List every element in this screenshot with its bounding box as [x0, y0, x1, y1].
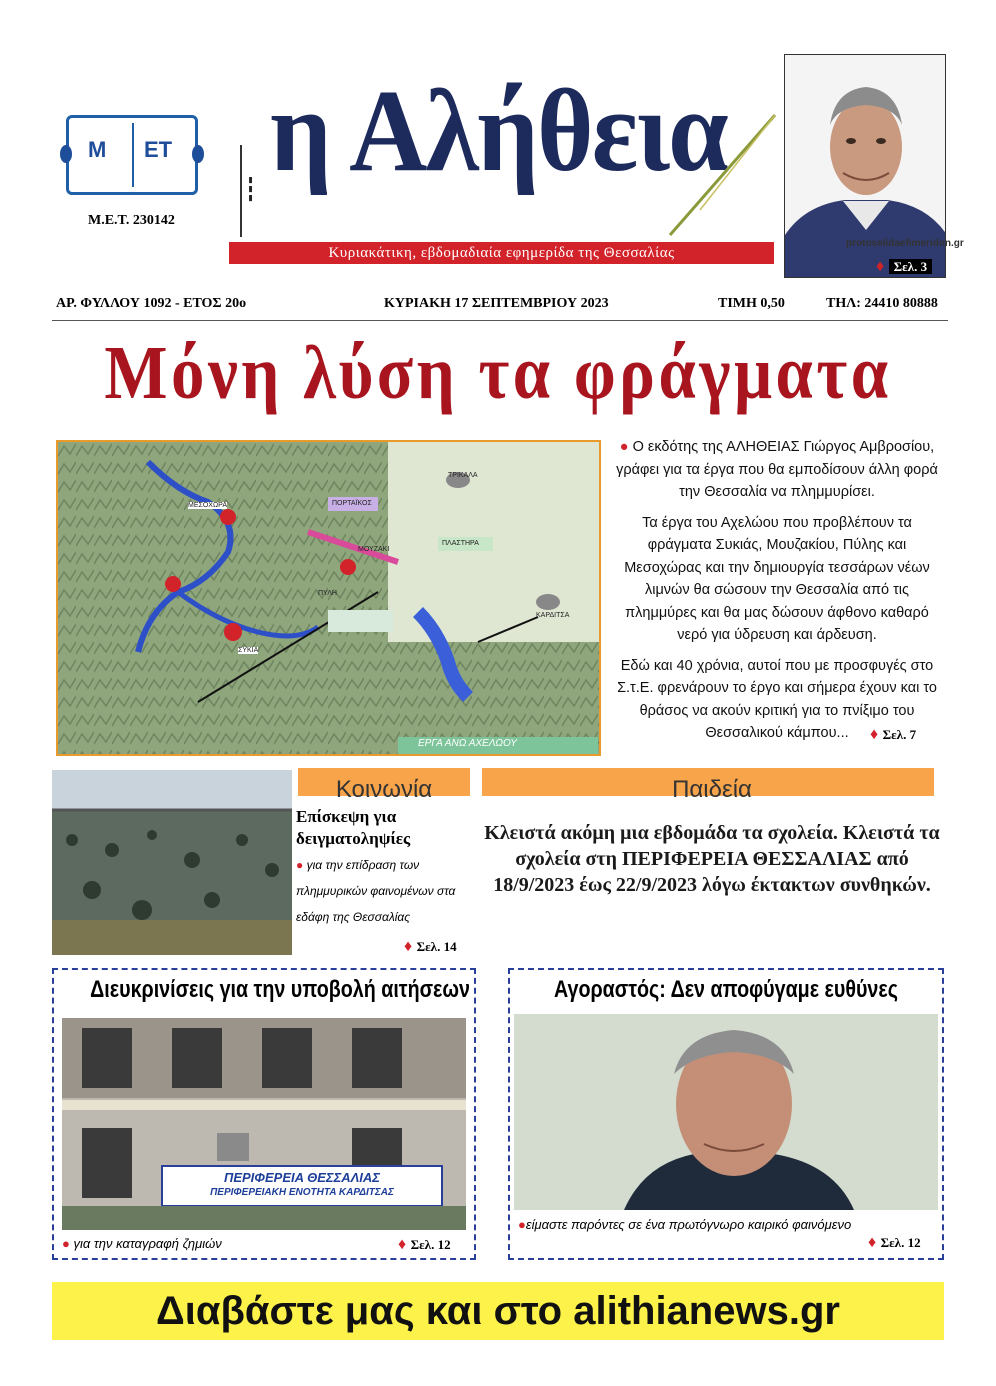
- diamond-icon: ♦: [870, 726, 879, 743]
- met-logo: [62, 115, 202, 197]
- portrait-page-ref: [876, 258, 932, 276]
- page-ref-label: Σελ. 3: [889, 259, 932, 274]
- page-ref-label: Σελ. 14: [416, 939, 457, 954]
- map-label-portaikos: ΠΟΡΤΑΪΚΟΣ: [332, 500, 372, 507]
- bullet-icon: ●: [518, 1217, 526, 1232]
- website-banner[interactable]: Διαβάστε μας και στο alithianews.gr: [52, 1282, 944, 1340]
- agorastos-page-ref: [868, 1234, 921, 1252]
- diamond-icon: ♦: [404, 938, 413, 955]
- society-section-title: Κοινωνία: [335, 776, 433, 803]
- newspaper-title: η Αλήθεια: [270, 65, 727, 196]
- page-ref-label: Σελ. 7: [882, 727, 917, 742]
- society-body: ● για την επίδραση των πλημμυρικών φαινομένων στα εδάφη της Θεσσαλίας: [296, 858, 456, 924]
- applications-page-ref: [398, 1236, 451, 1254]
- logo-letter-right: ΕΤ: [144, 137, 173, 162]
- applications-caption: ● για την καταγραφή ζημιών: [62, 1236, 222, 1251]
- met-number: Μ.Ε.Τ. 230142: [88, 213, 175, 228]
- building-banner: [166, 1170, 438, 1200]
- agorastos-title: Αγοραστός: Δεν αποφύγαμε ευθύνες: [554, 976, 898, 1003]
- issue-date: ΚΥΡΙΑΚΗ 17 ΣΕΠΤΕΜΒΡΙΟΥ 2023: [384, 296, 609, 311]
- map-image: [58, 442, 601, 756]
- diamond-icon: ♦: [876, 258, 885, 275]
- lead-paragraph-3: Εδώ και 40 χρόνια, αυτοί που με προσφυγές στο Σ.τ.Ε. φρενάρουν το έργο και σήμερα έχουν και το θράσος να ακούν κριτική για το πνίξιμο του Θεσσαλικού κάμπου...: [617, 657, 937, 741]
- agorastos-photo: [514, 1014, 938, 1210]
- issue-number: ΑΡ. ΦΥΛΛΟΥ 1092 - ΕΤΟΣ 20ο: [56, 296, 247, 311]
- lead-paragraph-2: Τα έργα του Αχελώου που προβλέπουν τα φράγματα Συκιάς, Μουζακίου, Πύλης και Μεσοχώρας και την δημιουργία τεσσάρων νέων λιμνών θα σώσουν την Θεσσαλία από τις πλημμύρες και θα μας δώσουν άφθονο καθαρό νερό για ύδρευση και άρδευση.: [624, 514, 930, 643]
- logo-letter-left: Μ: [88, 137, 107, 162]
- agorastos-caption: ●είμαστε παρόντες σε ένα πρωτόγνωρο καιρικό φαινόμενο: [518, 1217, 852, 1232]
- lead-paragraph-1: ● Ο εκδότης της ΑΛΗΘΕΙΑΣ Γιώργος Αμβροσίου, γράφει για τα έργα που θα εμποδίσουν άλλη φορά την Θεσσαλία να πλημμυρίσει.: [616, 439, 938, 500]
- map-label-plastira: ΠΛΑΣΤΗΡΑ: [442, 540, 479, 547]
- education-section-title: Παιδεία: [672, 776, 752, 803]
- banner-line-2: ΠΕΡΙΦΕΡΕΙΑΚΗ ΕΝΟΤΗΤΑ ΚΑΡΔΙΤΣΑΣ: [210, 1187, 394, 1198]
- education-article: Κλειστά ακόμη μια εβδομάδα τα σχολεία. Κλειστά τα σχολεία στη ΠΕΡΙΦΕΡΕΙΑ ΘΕΣΣΑΛΙΑΣ από 18/9/2023 έως 22/9/2023 λόγω έκτακτων συνθηκών.: [484, 822, 940, 896]
- dot-right: [192, 145, 204, 163]
- map-label-karditsa: ΚΑΡΔΙΤΣΑ: [536, 612, 570, 619]
- phone: ΤΗΛ: 24410 80888: [826, 296, 938, 311]
- newspaper-tagline: Κυριακάτικη, εβδομαδιαία εφημερίδα της Θεσσαλίας: [229, 242, 774, 264]
- map-label-trikala: ΤΡΙΚΑΛΑ: [448, 472, 478, 479]
- map-label-mouzaki: ΜΟΥΖΑΚΙ: [358, 546, 390, 553]
- bullet-icon: ●: [619, 439, 629, 455]
- lead-article: [612, 436, 942, 745]
- bullet-icon: ●: [296, 858, 304, 872]
- dot-left: [60, 145, 72, 163]
- lead-page-ref: [870, 726, 916, 744]
- emblem-icon: ▮▮▮: [246, 176, 255, 204]
- divider: [52, 320, 948, 321]
- watermark-caption: protoselidaefimeridon.gr: [846, 238, 964, 249]
- diamond-icon: ♦: [398, 1236, 407, 1253]
- field-image: [52, 770, 292, 955]
- society-page-ref: [404, 938, 457, 956]
- map-label-sykia: ΣΥΚΙΑ: [238, 647, 259, 654]
- bullet-icon: ●: [62, 1236, 70, 1251]
- page-ref-label: Σελ. 12: [410, 1237, 451, 1252]
- price: ΤΙΜΗ 0,50: [718, 296, 785, 311]
- regional-building-photo: [62, 1018, 466, 1230]
- masthead-side-emblem: [240, 145, 268, 237]
- applications-title: Διευκρινίσεις για την υποβολή αιτήσεων: [90, 976, 470, 1003]
- quill-icon: [660, 110, 780, 240]
- map-banner: ΕΡΓΑ ΑΝΩ ΑΧΕΛΩΟΥ: [418, 738, 517, 749]
- map-label-mesochora: ΜΕΣΟΧΩΡΑ: [188, 502, 227, 509]
- main-headline: Μόνη λύση τα φράγματα: [104, 331, 892, 415]
- flooded-field-photo: [52, 770, 292, 955]
- agorastos-image: [514, 1014, 938, 1210]
- page-ref-label: Σελ. 12: [880, 1235, 921, 1250]
- society-headline: Επίσκεψη για δειγματοληψίες: [296, 807, 411, 848]
- dam-projects-map: [56, 440, 601, 756]
- map-label-pyli: ΠΥΛΗ: [318, 590, 337, 597]
- diamond-icon: ♦: [868, 1234, 877, 1251]
- banner-line-1: ΠΕΡΙΦΕΡΕΙΑ ΘΕΣΣΑΛΙΑΣ: [224, 1170, 380, 1185]
